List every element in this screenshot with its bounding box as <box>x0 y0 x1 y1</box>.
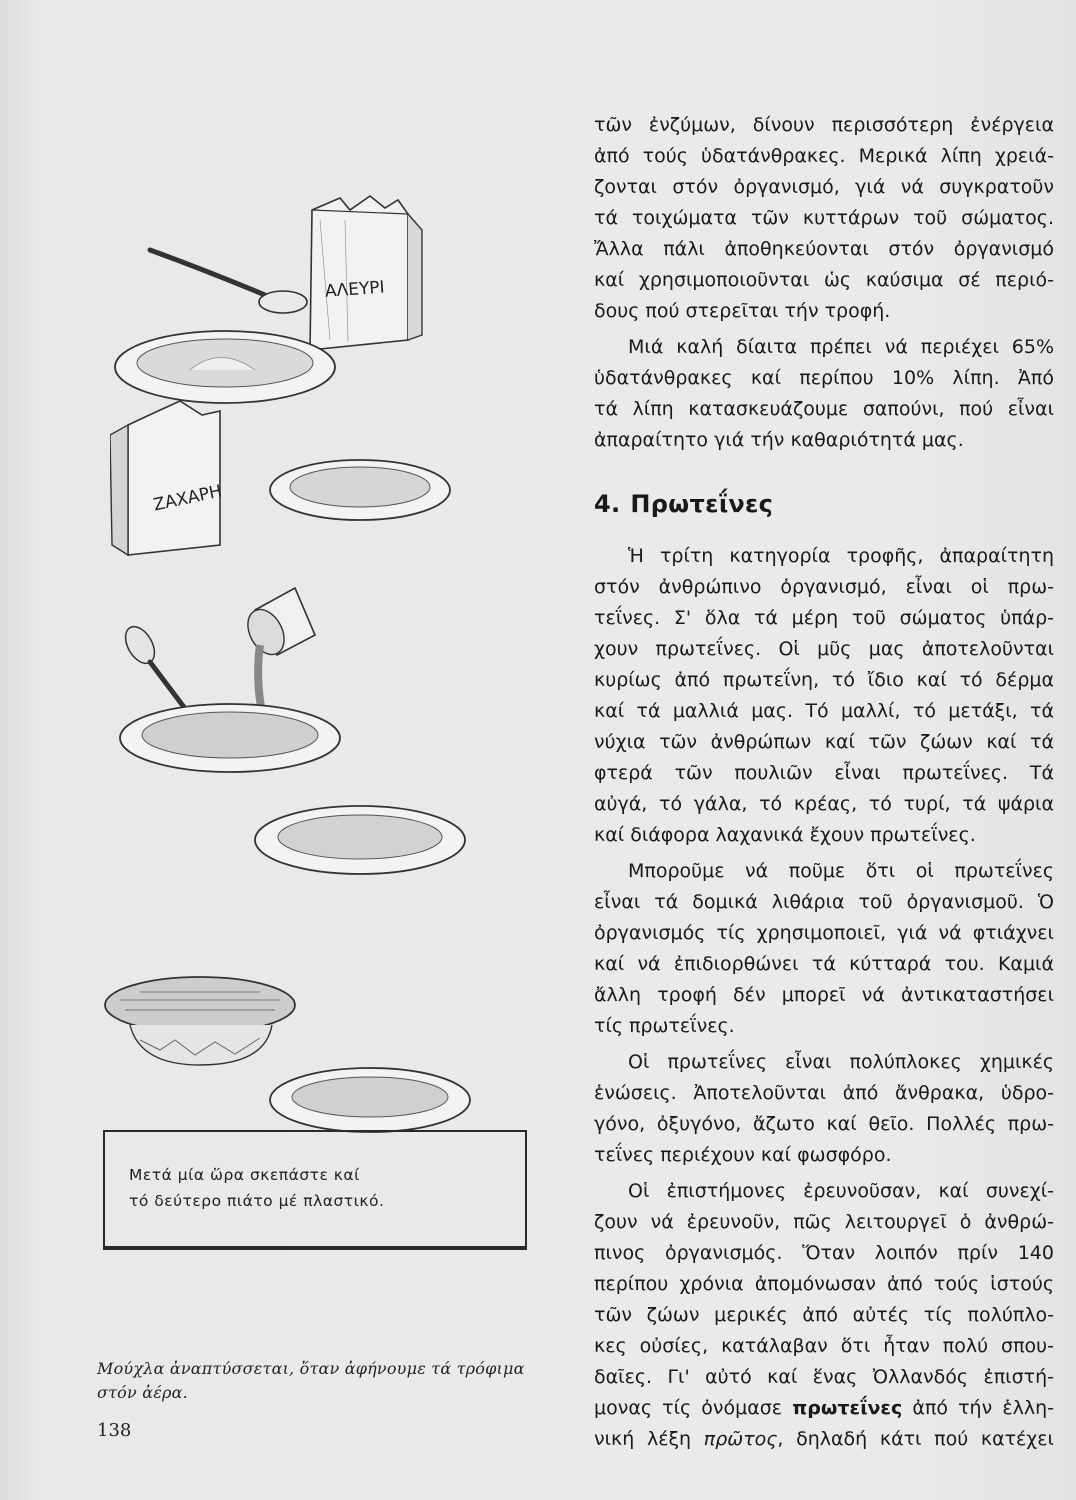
text-line: τίς πρωτεΐνες. <box>594 1015 735 1037</box>
caption-box-line: Μετά μία ὥρα σκεπάστε καί <box>129 1166 360 1184</box>
text-line: δαῖες. Γι' αὐτό καί ἕνας Ὀλλανδός ἐπιστή- <box>594 1366 1054 1388</box>
text-line: Οἱ πρωτεΐνες εἶναι πολύπλοκες χημικές <box>628 1051 1054 1073</box>
text-line: Μιά καλή δίαιτα πρέπει νά περιέχει 65% <box>628 336 1054 358</box>
text-line: χουν πρωτεΐνες. Οἱ μῦς μας ἀποτελοῦνται <box>594 638 1054 660</box>
text-line: δους πού στερεῖται τήν τροφή. <box>594 300 891 322</box>
sugar-bag-illustration <box>110 395 240 570</box>
sugar-label: ΖΑΧΑΡΗ <box>151 481 224 516</box>
body-text-column-top <box>594 110 1054 456</box>
text-line: καί τά μαλλιά μας. Τό μαλλί, τό μετάξι, τά <box>594 700 1054 722</box>
text-line: τά τοιχώματα τῶν κυττάρων τοῦ σώματος. <box>594 207 1054 229</box>
text-line: ζονται στόν ὀργανισμό, γιά νά συγκρατοῦν <box>594 176 1054 198</box>
text-line: ἀπό τούς ὑδατάνθρακες. Μερικά λίπη χρειά- <box>594 145 1054 167</box>
text-line: πινος ὀργανισμός. Ὅταν λοιπόν πρίν 140 <box>594 1242 1054 1264</box>
text-line: τῶν ἐνζύμων, δίνουν περισσότερη ἐνέργεια <box>594 114 1054 136</box>
text-line: ἀπαραίτητο γιά τήν καθαριότητά μας. <box>594 429 964 451</box>
text-line <box>594 1424 1054 1455</box>
text-line: καί χρησιμοποιοῦνται ὡς καύσιμα σέ περιό- <box>594 269 1054 291</box>
text-line: Οἱ ἐπιστήμονες ἐρευνοῦσαν, καί συνεχί- <box>628 1180 1054 1202</box>
text-segment: ἀπό τήν ἑλλη- <box>912 1397 1054 1419</box>
text-line: τεΐνες. Σ' ὅλα τά μέρη τοῦ σώματος ὑπάρ- <box>594 607 1054 629</box>
text-line: ἑνώσεις. Ἀποτελοῦνται ἀπό ἄνθρακα, ὑδρο- <box>594 1082 1054 1104</box>
text-line: τῶν ζώων μερικές ἀπό αὐτές τίς πολύπλο- <box>594 1304 1054 1326</box>
text-line: περίπου χρόνια ἀπομόνωσαν ἀπό τούς ἱστούς <box>594 1273 1054 1295</box>
text-line: γόνο, ὀξυγόνο, ἄζωτο καί θεῖο. Πολλές πρω- <box>594 1113 1054 1135</box>
text-line: νύχια τῶν ἀνθρώπων καί τῶν ζώων καί τά <box>594 731 1054 753</box>
plate-with-water <box>265 455 455 525</box>
body-text-column-bottom <box>594 541 1054 1455</box>
plate-mixing <box>115 698 345 778</box>
text-line: αὐγά, τό γάλα, τό κρέας, τό τυρί, τά ψάρια <box>594 793 1054 815</box>
instruction-caption-box <box>103 1130 527 1250</box>
text-line: Ἄλλα πάλι ἀποθηκεύονται στόν ὀργανισμό <box>594 238 1054 260</box>
spoon-icon <box>145 240 325 320</box>
text-line <box>594 1393 1054 1424</box>
text-line: κες οὐσίες, κατάλαβαν ὅτι ἦταν πολύ σπου- <box>594 1335 1054 1357</box>
paragraph <box>594 541 1054 851</box>
paragraph <box>594 1047 1054 1171</box>
text-line: τά λίπη κατασκευάζουμε σαπούνι, πού εἶναι <box>594 398 1054 420</box>
text-line: εἶναι τά δομικά λιθάρια τοῦ ὀργανισμοῦ. Ὁ <box>594 891 1054 913</box>
text-line: φτερά τῶν πουλιῶν εἶναι πρωτεΐνες. Τά <box>594 762 1054 784</box>
text-line: ὀργανισμός τίς χρησιμοποιεῖ, γιά νά φτιάχνει <box>594 922 1054 944</box>
text-line: στόν ἀνθρώπινο ὀργανισμό, εἶναι οἱ πρω- <box>594 576 1054 598</box>
text-line: ζουν νά ἐρευνοῦν, πῶς λειτουργεῖ ὁ ἀνθρώ- <box>594 1211 1054 1233</box>
italic-term-protos: πρῶτος <box>703 1428 778 1450</box>
bold-term-proteins: πρωτεΐνες <box>792 1397 903 1419</box>
paragraph <box>594 856 1054 1042</box>
section-title: Πρωτεΐνες <box>630 490 774 518</box>
page-number: 138 <box>97 1420 132 1441</box>
text-segment: νική λέξη <box>594 1428 692 1450</box>
text-line: ἄλλη τροφή δέν μπορεῖ νά ἀντικαταστήσει <box>594 984 1054 1006</box>
flour-label: ΑΛΕΥΡΙ <box>324 277 386 302</box>
text-segment: , δηλαδή κάτι πού κατέχει <box>777 1428 1054 1450</box>
text-line: ὑδατάνθρακες καί περίπου 10% λίπη. Ἀπό <box>594 367 1054 389</box>
paragraph <box>594 110 1054 327</box>
text-line: καί νά ἐπιδιορθώνει τά κύτταρά του. Καμιά <box>594 953 1054 975</box>
paragraph <box>594 332 1054 456</box>
section-heading <box>594 490 773 518</box>
text-line: κυρίως ἀπό πρωτεΐνη, τό ἴδιο καί τό δέρμα <box>594 669 1054 691</box>
figure-caption <box>97 1357 537 1405</box>
paragraph <box>594 1176 1054 1455</box>
caption-box-line: τό δεύτερο πιάτο μέ πλαστικό. <box>129 1192 385 1210</box>
text-line: τεΐνες περιέχουν καί φωσφόρο. <box>594 1144 892 1166</box>
figure-caption-line: Μούχλα ἀναπτύσσεται, ὅταν ἀφήνουμε τά τρόφιμα <box>97 1359 525 1378</box>
section-number: 4. <box>594 490 621 518</box>
text-line: Μποροῦμε νά ποῦμε ὅτι οἱ πρωτεΐνες <box>628 860 1054 882</box>
text-line: καί διάφορα λαχανικά ἔχουν πρωτεΐνες. <box>594 824 976 846</box>
figure-caption-line: στόν ἀέρα. <box>97 1383 188 1402</box>
plate-with-paste <box>250 800 470 880</box>
mold-experiment-illustration <box>90 150 550 1130</box>
text-line: Ἡ τρίτη κατηγορία τροφῆς, ἀπαραίτητη <box>628 545 1054 567</box>
text-segment: μονας τίς ὀνόμασε <box>594 1397 783 1419</box>
